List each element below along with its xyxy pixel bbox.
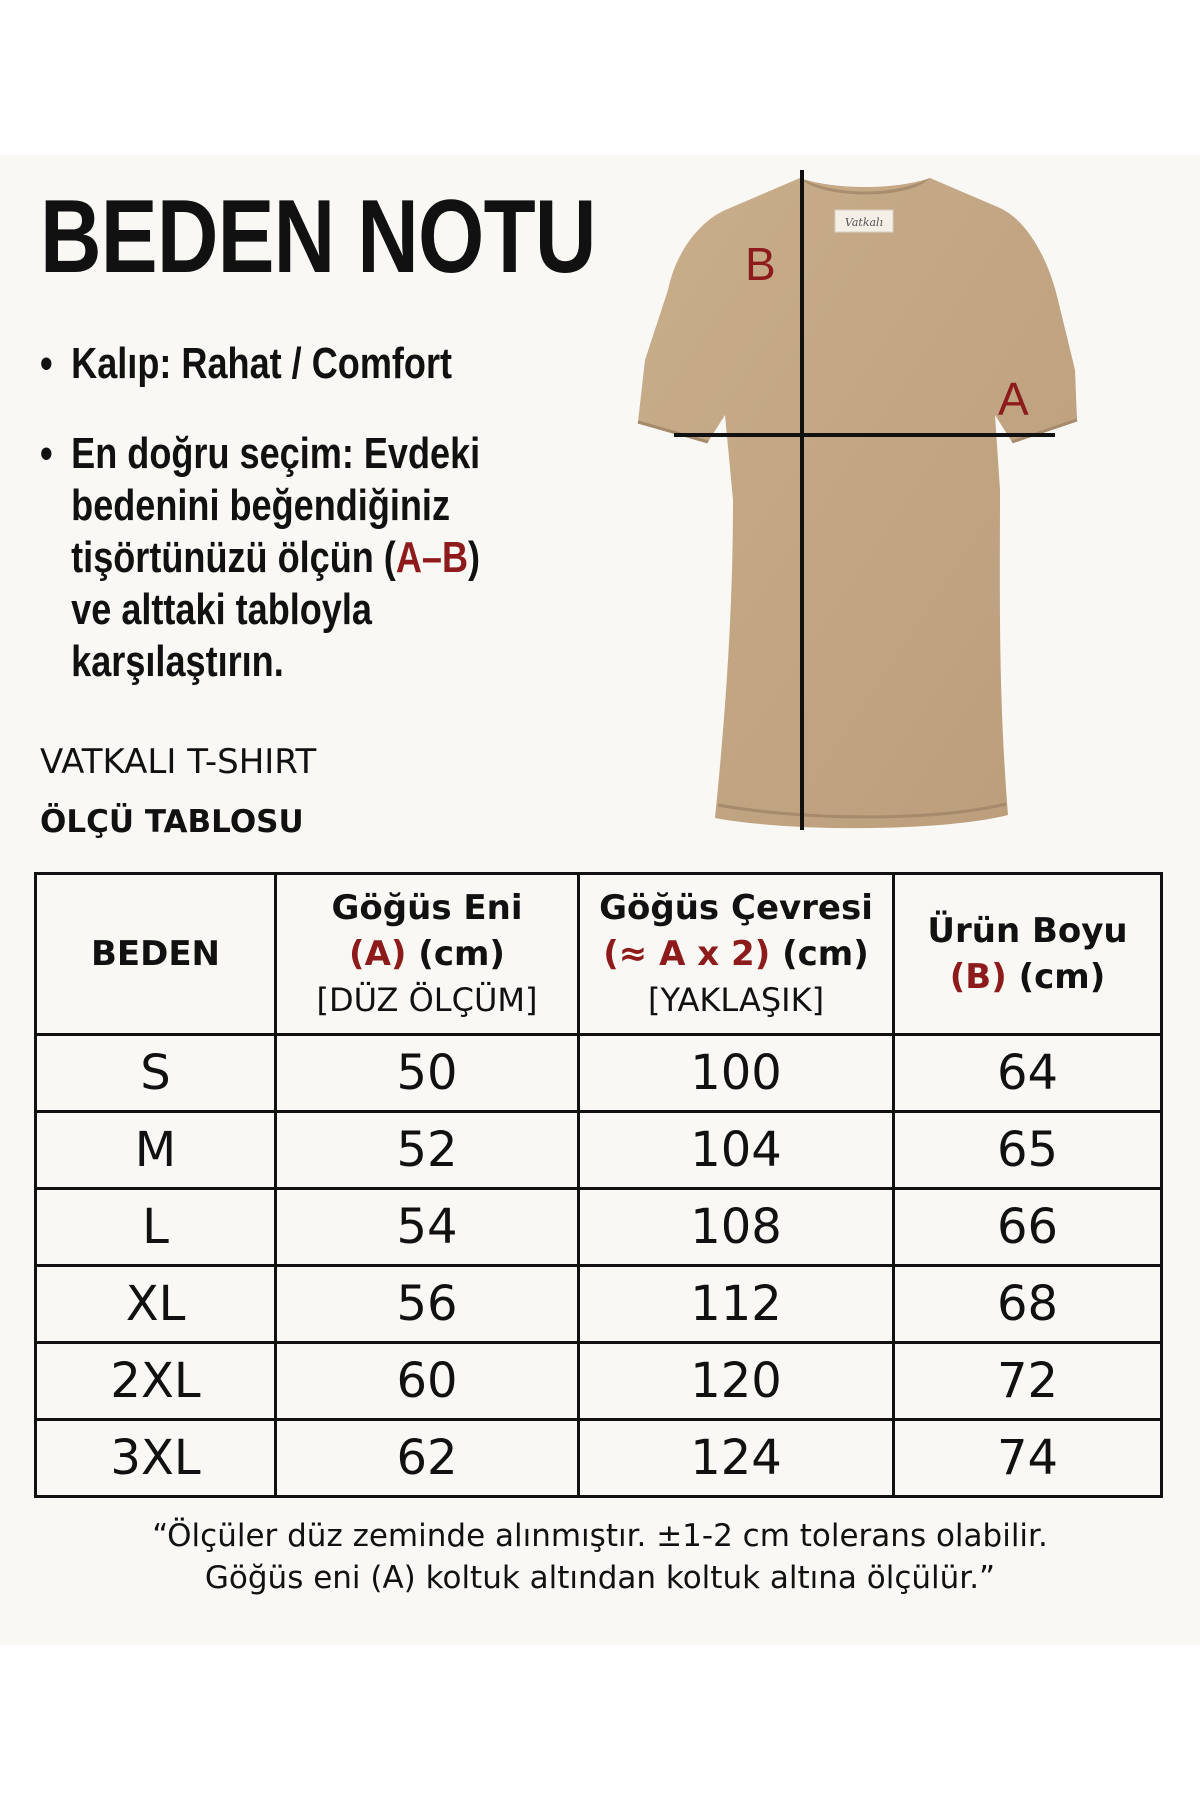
table-title: ÖLÇÜ TABLOSU xyxy=(40,804,304,840)
note-approx: [YAKLAŞIK] xyxy=(647,981,825,1019)
brand-tag-text: Vatkalı xyxy=(844,216,884,229)
measure-line-1: En doğru seçim: Evdeki xyxy=(71,429,481,478)
measure-line-2: bedenini beğendiğiniz xyxy=(71,481,450,530)
measure-line-3: tişörtünüzü ölçün (A–B) xyxy=(71,533,481,582)
length-cell: 66 xyxy=(894,1189,1162,1266)
chest-width-cell: 54 xyxy=(276,1189,579,1266)
length-cell: 68 xyxy=(894,1266,1162,1343)
chest-width-cell: 52 xyxy=(276,1112,579,1189)
chest-circumference-cell: 108 xyxy=(579,1189,894,1266)
header-beden: BEDEN xyxy=(36,874,276,1035)
table-row xyxy=(36,1420,1162,1497)
header-gogus-cevresi: Göğüs Çevresi (≈ A x 2) (cm) [YAKLAŞIK] xyxy=(579,874,894,1035)
footer-note-line-2: Göğüs eni (A) koltuk altından koltuk altına ölçülür.” xyxy=(204,1560,996,1596)
measure-line-4: ve alttaki tabloyla xyxy=(71,585,372,634)
size-table xyxy=(34,872,1163,1498)
header-urun-boyu: Ürün Boyu (B) (cm) xyxy=(894,874,1162,1035)
footer-note-line-1: “Ölçüler düz zeminde alınmıştır. ±1-2 cm tolerans olabilir. xyxy=(152,1518,1048,1554)
table-row xyxy=(36,1266,1162,1343)
length-cell: 72 xyxy=(894,1343,1162,1420)
ref-a: (A) xyxy=(349,934,407,974)
size-cell: M xyxy=(36,1112,276,1189)
length-cell: 74 xyxy=(894,1420,1162,1497)
size-cell: S xyxy=(36,1035,276,1112)
length-cell: 64 xyxy=(894,1035,1162,1112)
fit-text: Kalıp: Rahat / Comfort xyxy=(71,339,453,388)
chest-width-cell: 56 xyxy=(276,1266,579,1343)
ref-ax2: (≈ A x 2) xyxy=(603,934,771,974)
note-flat: [DÜZ ÖLÇÜM] xyxy=(316,981,538,1019)
table-row xyxy=(36,1343,1162,1420)
size-cell: L xyxy=(36,1189,276,1266)
length-cell: 65 xyxy=(894,1112,1162,1189)
size-cell: 3XL xyxy=(36,1420,276,1497)
table-row xyxy=(36,1189,1162,1266)
ab-reference: A–B xyxy=(395,533,469,582)
label-b: B xyxy=(745,238,776,290)
size-cell: 2XL xyxy=(36,1343,276,1420)
bullet-dot: • xyxy=(40,429,53,478)
chest-width-cell: 62 xyxy=(276,1420,579,1497)
ref-b: (B) xyxy=(949,957,1007,997)
product-name: VATKALI T-SHIRT xyxy=(40,742,317,782)
chest-circumference-cell: 124 xyxy=(579,1420,894,1497)
measure-line-5: karşılaştırın. xyxy=(71,637,284,686)
tshirt-body xyxy=(638,178,1077,828)
chest-circumference-cell: 112 xyxy=(579,1266,894,1343)
chest-width-cell: 50 xyxy=(276,1035,579,1112)
label-a: A xyxy=(998,373,1029,425)
table-row xyxy=(36,1112,1162,1189)
size-cell: XL xyxy=(36,1266,276,1343)
chest-circumference-cell: 104 xyxy=(579,1112,894,1189)
bullet-dot: • xyxy=(40,339,53,388)
header-gogus-eni: Göğüs Eni (A) (cm) [DÜZ ÖLÇÜM] xyxy=(276,874,579,1035)
chest-width-cell: 60 xyxy=(276,1343,579,1420)
tshirt-measurement-diagram xyxy=(590,170,1190,840)
table-row xyxy=(36,1035,1162,1112)
table-header-row xyxy=(36,874,1162,1035)
page-title: BEDEN NOTU xyxy=(40,179,596,295)
measure-bullet xyxy=(40,428,480,688)
chest-circumference-cell: 120 xyxy=(579,1343,894,1420)
chest-circumference-cell: 100 xyxy=(579,1035,894,1112)
fit-bullet xyxy=(40,338,452,390)
